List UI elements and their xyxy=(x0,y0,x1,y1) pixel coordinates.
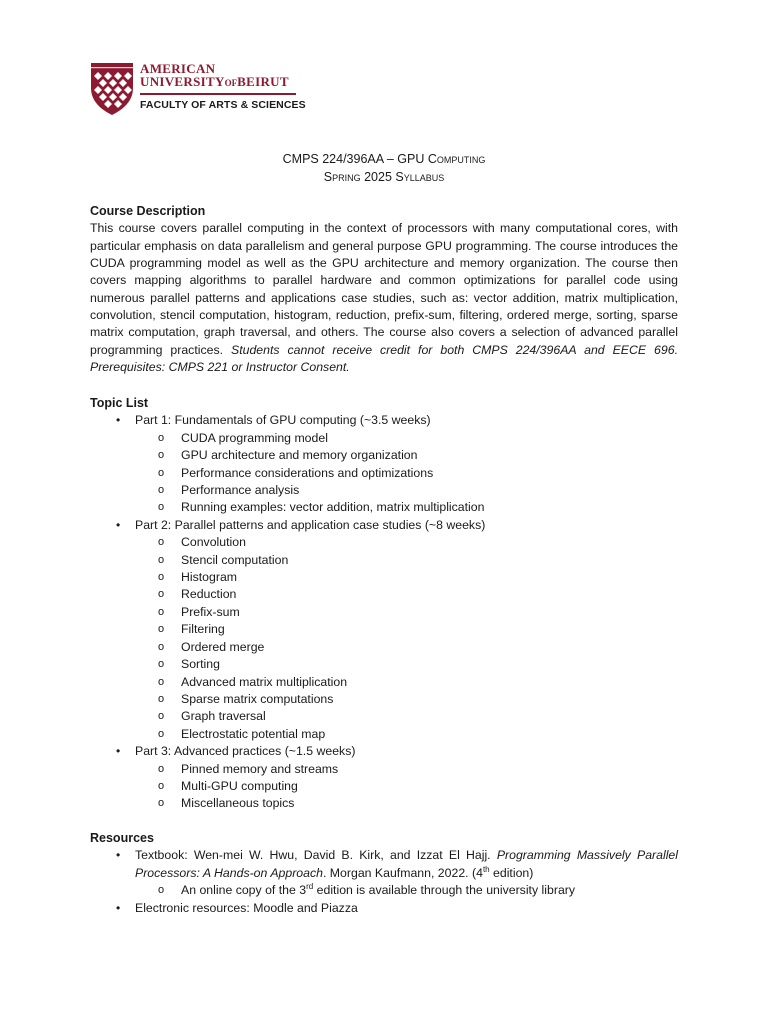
topic-list-heading: Topic List xyxy=(90,396,149,410)
topic-item xyxy=(135,726,678,743)
textbook-edition-sup: th xyxy=(482,864,490,874)
topic-item xyxy=(135,465,678,482)
topic-item xyxy=(135,795,678,812)
description-body: This course covers parallel computing in the context of processors with many computational cores, with particular emphasis on data parallelism and general purpose GPU programming. The course introduces the CUDA programming model as well as the GPU architecture and memory organization. The course then covers mapping algorithms to parallel hardware and common optimizations for parallel code using numerous parallel patterns and applications case studies, such as: vector addition, matrix multiplication, convolution, stencil computation, histogram, reduction, prefix-sum, filtering, ordered merge, sorting, sparse matrix computation, graph traversal, and others. The course also covers a selection of advanced parallel programming practices. xyxy=(90,221,678,357)
topic-item-label: GPU architecture and memory organization xyxy=(181,448,418,463)
topic-part-3 xyxy=(90,743,678,813)
topic-item xyxy=(135,482,678,499)
topic-item-label: Ordered merge xyxy=(181,639,265,654)
resources-heading: Resources xyxy=(90,831,154,845)
circle-bullet-icon: o xyxy=(158,571,165,584)
topic-item-label: Running examples: vector addition, matrix multiplication xyxy=(181,500,485,515)
online-copy-suffix: edition is available through the university library xyxy=(313,883,576,898)
topic-parts-list xyxy=(90,412,678,812)
topic-part-1 xyxy=(90,412,678,516)
topic-item xyxy=(135,778,678,795)
electronic-resources-text: Electronic resources: Moodle and Piazza xyxy=(135,900,358,915)
circle-bullet-icon: o xyxy=(158,466,165,479)
topic-item xyxy=(135,621,678,638)
topic-item-label: Reduction xyxy=(181,587,237,602)
topic-item-label: Sparse matrix computations xyxy=(181,691,334,706)
resource-online-copy xyxy=(90,882,678,899)
topic-item xyxy=(135,430,678,447)
course-description-section xyxy=(90,203,678,377)
topic-item-label: Histogram xyxy=(181,570,238,585)
semester-s: S xyxy=(323,170,333,184)
circle-bullet-icon: o xyxy=(158,449,165,462)
circle-bullet-icon: o xyxy=(158,536,165,549)
topic-item-label: Stencil computation xyxy=(181,552,289,567)
circle-bullet-icon: o xyxy=(158,762,165,775)
topic-sub-list xyxy=(135,534,678,743)
textbook-edition-end: edition) xyxy=(489,865,534,880)
topic-item xyxy=(135,691,678,708)
topic-item-label: Performance analysis xyxy=(181,483,300,498)
circle-bullet-icon: o xyxy=(158,797,165,810)
logo-line-american: AMERICAN xyxy=(140,61,216,76)
topic-item xyxy=(135,656,678,673)
bullet-icon: • xyxy=(116,517,121,532)
circle-bullet-icon: o xyxy=(158,553,165,566)
circle-bullet-icon: o xyxy=(158,605,165,618)
topic-item-label: Sorting xyxy=(181,657,220,672)
topic-item xyxy=(135,586,678,603)
resource-electronic xyxy=(90,900,678,917)
bullet-icon: • xyxy=(116,900,121,915)
semester-title xyxy=(0,170,768,184)
topic-item xyxy=(135,708,678,725)
textbook-sub-list xyxy=(90,882,678,899)
resource-textbook xyxy=(90,847,678,899)
logo-beirut-text: BEIRUT xyxy=(237,74,289,89)
topic-item xyxy=(135,761,678,778)
topic-item xyxy=(135,447,678,464)
resources-section xyxy=(90,830,678,917)
topic-part-title: Part 1: Fundamentals of GPU computing (~3.5 weeks) xyxy=(135,413,431,428)
bullet-icon: • xyxy=(116,413,121,428)
logo-university-text: UNIVERSITY xyxy=(140,74,225,89)
circle-bullet-icon: o xyxy=(158,692,165,705)
logo-line-university xyxy=(140,75,310,90)
circle-bullet-icon: o xyxy=(158,779,165,792)
logo-divider xyxy=(140,93,296,95)
semester-pring: pring xyxy=(332,170,361,184)
circle-bullet-icon: o xyxy=(158,640,165,653)
topic-item xyxy=(135,639,678,656)
bullet-icon: • xyxy=(116,744,121,759)
topic-item xyxy=(135,499,678,516)
circle-bullet-icon: o xyxy=(158,727,165,740)
aub-logo xyxy=(90,62,310,118)
topic-sub-list xyxy=(135,430,678,517)
topic-part-2 xyxy=(90,517,678,743)
topic-item-label: Graph traversal xyxy=(181,709,266,724)
topic-list-section xyxy=(90,395,678,813)
bullet-icon: • xyxy=(116,848,121,863)
course-title-smallcaps: omputing xyxy=(436,152,486,166)
topic-item-label: Prefix-sum xyxy=(181,604,240,619)
topic-item-label: Advanced matrix multiplication xyxy=(181,674,348,689)
course-description-text xyxy=(90,220,678,376)
circle-bullet-icon: o xyxy=(158,501,165,514)
description-italic-note: Students cannot receive credit for both CMPS 224/396AA and EECE 696. Prerequisites: CMPS 221 or Instructor Consent. xyxy=(90,342,678,375)
topic-part-title: Part 2: Parallel patterns and application case studies (~8 weeks) xyxy=(135,517,486,532)
circle-bullet-icon: o xyxy=(158,710,165,723)
topic-part-title: Part 3: Advanced practices (~1.5 weeks) xyxy=(135,744,356,759)
course-title-prefix: CMPS 224/396AA – GPU C xyxy=(282,152,437,166)
circle-bullet-icon: o xyxy=(158,675,165,688)
textbook-title: Programming Massively Parallel Processors: A Hands-on Approach xyxy=(135,848,678,880)
topic-item-label: CUDA programming model xyxy=(181,430,328,445)
course-description-heading: Course Description xyxy=(90,204,206,218)
topic-item xyxy=(135,604,678,621)
circle-bullet-icon: o xyxy=(158,884,165,897)
topic-item xyxy=(135,552,678,569)
online-copy-prefix: An online copy of the 3 xyxy=(181,883,307,898)
circle-bullet-icon: o xyxy=(158,623,165,636)
circle-bullet-icon: o xyxy=(158,484,165,497)
logo-faculty-line: FACULTY OF ARTS & SCIENCES xyxy=(140,99,306,111)
topic-item-label: Miscellaneous topics xyxy=(181,796,295,811)
textbook-authors: Textbook: Wen-mei W. Hwu, David B. Kirk, and Izzat El Hajj. xyxy=(135,848,497,863)
circle-bullet-icon: o xyxy=(158,431,165,444)
resources-list xyxy=(90,847,678,917)
topic-item-label: Multi-GPU computing xyxy=(181,778,298,793)
topic-item-label: Performance considerations and optimizations xyxy=(181,465,434,480)
logo-wordmark xyxy=(140,62,310,111)
semester-yllabus: yllabus xyxy=(403,170,445,184)
online-copy-sup: rd xyxy=(306,882,314,892)
topic-item xyxy=(135,569,678,586)
topic-item-label: Filtering xyxy=(181,622,225,637)
logo-of-text: OF xyxy=(224,78,238,88)
topic-item-label: Convolution xyxy=(181,535,246,550)
topic-item xyxy=(135,674,678,691)
aub-shield-icon xyxy=(90,62,134,116)
circle-bullet-icon: o xyxy=(158,658,165,671)
topic-sub-list xyxy=(135,761,678,813)
textbook-publisher: . Morgan Kaufmann, 2022. (4 xyxy=(322,865,483,880)
topic-item-label: Pinned memory and streams xyxy=(181,761,339,776)
topic-item xyxy=(135,534,678,551)
circle-bullet-icon: o xyxy=(158,588,165,601)
course-title xyxy=(0,152,768,166)
semester-year: 2025 S xyxy=(360,170,404,184)
topic-item-label: Electrostatic potential map xyxy=(181,726,326,741)
